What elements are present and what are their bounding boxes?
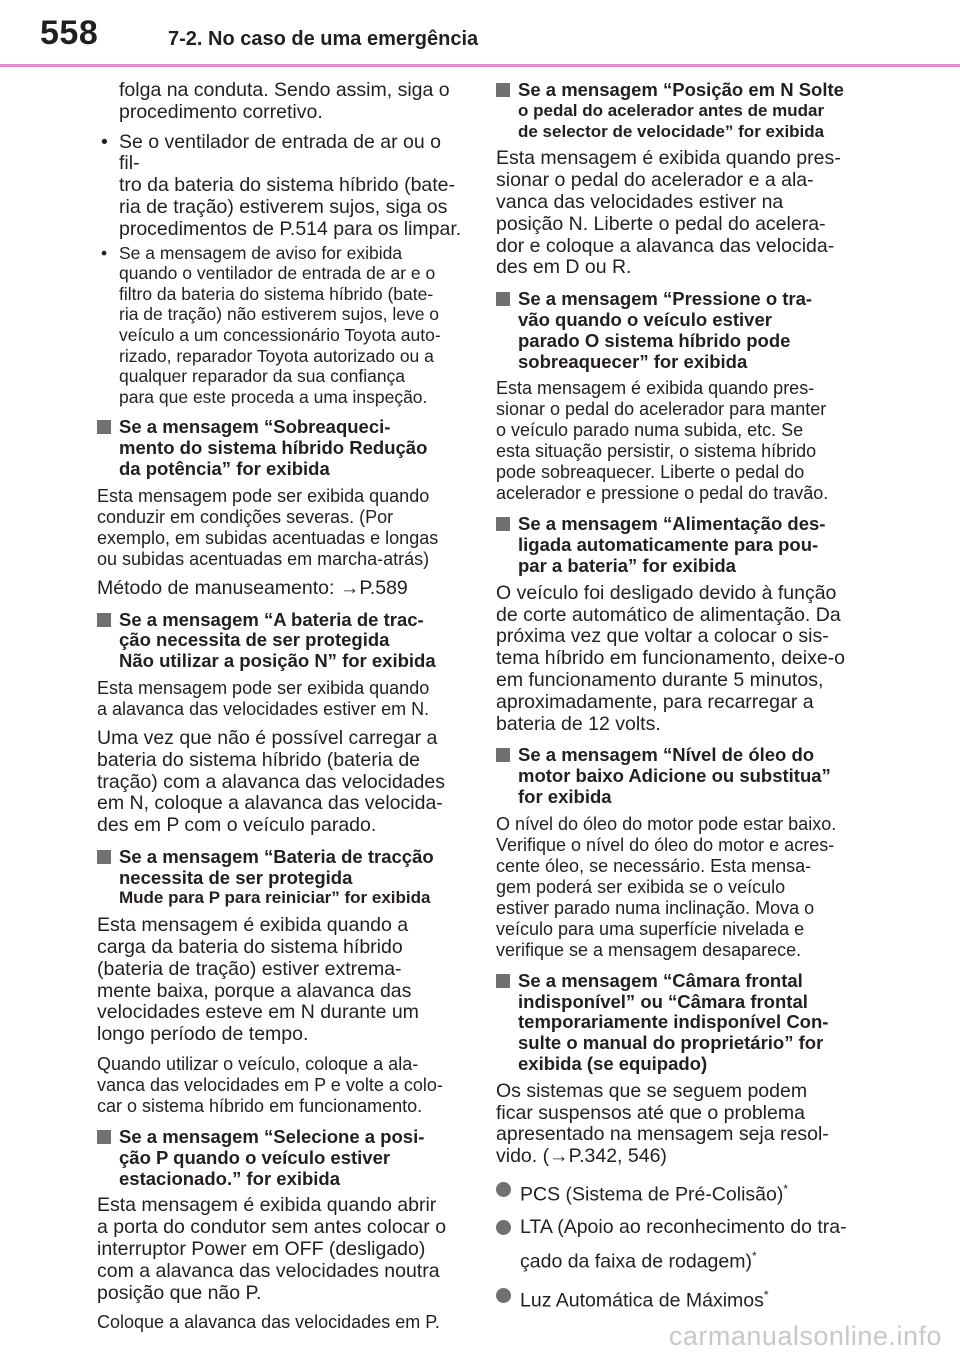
text-line: aproximadamente, para recarregar a	[496, 690, 814, 713]
text-line: pode sobreaquecer. Liberte o pedal do	[496, 462, 805, 483]
text-line: vanca das velocidades estiver na	[496, 190, 784, 213]
bullet-icon: •	[101, 130, 108, 153]
text-line: veículo para uma superfície nivelada e	[496, 918, 805, 939]
text-line: folga na conduta. Sendo assim, siga o	[119, 79, 450, 101]
circle-marker-icon	[496, 1182, 511, 1197]
square-marker-icon	[97, 420, 111, 434]
text-line: conduzir em condições severas. (Por	[97, 506, 394, 527]
text-line: O veículo foi desligado devido à função	[496, 581, 837, 604]
text-line: O nível do óleo do motor pode estar baixo.	[496, 813, 837, 834]
list-item	[496, 1284, 866, 1313]
bullet-icon: •	[101, 242, 108, 263]
text-line: bateria de 12 volts.	[496, 712, 661, 735]
text-line: tema híbrido em funcionamento, deixe-o	[496, 647, 846, 670]
text-line: de corte automático de alimentação. Da	[496, 603, 841, 626]
text-line: tro da bateria do sistema híbrido (bate-	[119, 174, 456, 197]
body-text	[97, 915, 465, 1046]
list-item-text: çado da faixa de rodagem)	[520, 1250, 752, 1273]
heading-line: vão quando o veículo estiver	[518, 308, 772, 330]
body-text	[97, 728, 465, 837]
text-line: sionar o pedal do acelerador e a ala-	[496, 169, 814, 192]
text-line: gem poderá ser exibida se o veículo	[496, 876, 786, 897]
text-line: em N, coloque a alavanca das velocida-	[97, 792, 443, 815]
heading-line: de selector de velocidade” for exibida	[518, 121, 825, 141]
heading-line: ção P quando o veículo estiver	[119, 1146, 391, 1168]
section-heading	[97, 1127, 465, 1189]
section-heading	[496, 971, 866, 1075]
text-line: Esta mensagem é exibida quando pres-	[496, 147, 841, 170]
text-line: Esta mensagem pode ser exibida quando	[97, 677, 430, 698]
section-heading	[496, 514, 866, 576]
header-rule	[0, 64, 960, 67]
text-line: veículo a um concessionário Toyota auto-	[119, 324, 441, 345]
heading-line: motor baixo Adicione ou substitua”	[518, 765, 831, 787]
heading-line: temporariamente indisponível Con-	[518, 1011, 829, 1033]
footnote-mark: *	[751, 1249, 757, 1264]
heading-line: par a bateria” for exibida	[518, 554, 736, 576]
body-text	[496, 1081, 866, 1168]
heading-line: Se a mensagem “Câmara frontal	[518, 969, 803, 991]
text-line: quando o ventilador de entrada de ar e o	[119, 263, 436, 284]
cross-reference: Método de manuseamento: →P.589	[97, 576, 408, 599]
bullet-item	[97, 243, 465, 408]
right-column	[496, 80, 866, 1318]
list-item	[496, 1216, 866, 1274]
section-heading	[97, 610, 465, 672]
page-header	[0, 0, 960, 66]
text-line: Se a mensagem de aviso for exibida	[119, 242, 403, 263]
section-heading	[496, 745, 866, 807]
heading-line: Se a mensagem “Alimentação des-	[518, 513, 826, 535]
square-marker-icon	[496, 292, 510, 306]
text-line: procedimento corretivo.	[119, 100, 323, 123]
body-text	[496, 148, 866, 279]
body-text	[496, 583, 866, 736]
heading-line: Se a mensagem “Bateria de tracção	[119, 845, 434, 867]
text-line: filtro da bateria do sistema híbrido (bate-	[119, 283, 434, 304]
square-marker-icon	[97, 850, 111, 864]
text-line: a alavanca das velocidades estiver em N.	[97, 698, 430, 719]
text-line: apresentado na mensagem seja resol-	[496, 1123, 829, 1146]
heading-line: o pedal do acelerador antes de mudar	[518, 100, 825, 120]
text-line: velocidades esteve em N durante um	[97, 1001, 419, 1024]
text-line: tração) com a alavanca das velocidades	[97, 770, 445, 793]
page-number: 558	[40, 14, 99, 52]
body-text	[97, 1054, 465, 1117]
footnote-mark: *	[763, 1287, 769, 1302]
body-text	[496, 378, 866, 504]
square-marker-icon	[496, 517, 510, 531]
section-heading	[496, 289, 866, 372]
bullet-item	[97, 132, 465, 241]
text-line: ficar suspensos até que o problema	[496, 1101, 805, 1124]
square-marker-icon	[496, 974, 510, 988]
heading-line: da potência” for exibida	[119, 457, 330, 479]
body-text	[97, 486, 465, 570]
text-line: estiver parado numa inclinação. Mova o	[496, 897, 815, 918]
text-line: carga da bateria do sistema híbrido	[97, 936, 403, 959]
section-heading	[97, 417, 465, 479]
list-item-text: LTA (Apoio ao reconhecimento do tra-	[520, 1216, 847, 1239]
text-line: em funcionamento durante 5 minutos,	[496, 668, 824, 691]
text-line: bateria do sistema híbrido (bateria de	[97, 748, 421, 771]
heading-line: Mude para P para reiniciar” for exibida	[119, 888, 431, 908]
body-text: Coloque a alavanca das velocidades em P.	[97, 1312, 440, 1333]
text-line: Os sistemas que se seguem podem	[496, 1079, 808, 1102]
text-line: próxima vez que voltar a colocar o sis-	[496, 625, 829, 648]
text-line: des em D ou R.	[496, 256, 632, 279]
section-heading	[97, 847, 465, 909]
text-line: qualquer reparador da sua confiança	[119, 366, 406, 387]
text-line: ria de tração) não estiverem sujos, leve o	[119, 304, 440, 325]
text-line: Se o ventilador de entrada de ar ou o fil-	[119, 130, 441, 175]
heading-line: exibida (se equipado)	[518, 1052, 708, 1074]
text-line: procedimentos de P.514 para os limpar.	[119, 217, 462, 240]
text-line: interruptor Power em OFF (desligado)	[97, 1238, 426, 1261]
left-column	[97, 80, 465, 1341]
heading-line: parado O sistema híbrido pode	[518, 329, 791, 351]
text-line: (bateria de tração) estiver extrema-	[97, 957, 402, 980]
text-line: cente óleo, se necessário. Esta mensa-	[496, 855, 812, 876]
text-line: rizado, reparador Toyota autorizado ou a	[119, 345, 434, 366]
text-line: mente baixa, porque a alavanca das	[97, 979, 412, 1002]
text-line: Esta mensagem é exibida quando a	[97, 914, 409, 937]
list-item-text: PCS (Sistema de Pré-Colisão)	[520, 1183, 784, 1206]
circle-marker-icon	[496, 1220, 511, 1235]
heading-line: mento do sistema híbrido Redução	[119, 437, 428, 459]
heading-line: Se a mensagem “Posição em N Solte	[518, 79, 844, 100]
list-item	[496, 1178, 866, 1207]
square-marker-icon	[496, 83, 510, 97]
watermark: carmanualsonline.info	[668, 1321, 942, 1351]
square-marker-icon	[97, 1130, 111, 1144]
heading-line: for exibida	[518, 785, 612, 807]
text-line: Esta mensagem é exibida quando abrir	[97, 1194, 437, 1217]
heading-line: ção necessita de ser protegida	[119, 629, 390, 651]
heading-line: Se a mensagem “Nível de óleo do	[518, 744, 815, 766]
body-text	[496, 814, 866, 961]
text-line: vido. (→P.342, 546)	[496, 1145, 667, 1168]
heading-line: ligada automaticamente para pou-	[518, 534, 819, 556]
text-line: vanca das velocidades em P e volte a colo-	[97, 1075, 443, 1096]
square-marker-icon	[97, 613, 111, 627]
text-line: dor e coloque a alavanca das velocida-	[496, 234, 835, 257]
list-item-text: Luz Automática de Máximos	[520, 1289, 764, 1312]
text-line: ou subidas acentuadas em marcha-atrás)	[97, 548, 430, 569]
text-line: Uma vez que não é possível carregar a	[97, 726, 438, 749]
text-line: acelerador e pressione o pedal do travão.	[496, 483, 829, 504]
body-text	[97, 1195, 465, 1304]
heading-line: sulte o manual do proprietário” for	[518, 1032, 824, 1054]
intro-text	[97, 80, 465, 124]
text-line: o veículo parado numa subida, etc. Se	[496, 420, 804, 441]
text-line: com a alavanca das velocidades noutra	[97, 1259, 440, 1282]
heading-line: Não utilizar a posição N” for exibida	[119, 650, 436, 672]
heading-line: Se a mensagem “Sobreaqueci-	[119, 416, 391, 438]
text-line: des em P com o veículo parado.	[97, 814, 377, 837]
text-line: exemplo, em subidas acentuadas e longas	[97, 527, 439, 548]
text-line: a porta do condutor sem antes colocar o	[97, 1216, 447, 1239]
heading-line: Se a mensagem “Selecione a posi-	[119, 1126, 425, 1148]
text-line: Verifique o nível do óleo do motor e acres-	[496, 834, 835, 855]
text-line: sionar o pedal do acelerador para manter	[496, 399, 827, 420]
text-line: car o sistema híbrido em funcionamento.	[97, 1096, 423, 1117]
text-line: esta situação persistir, o sistema híbrido	[496, 441, 817, 462]
text-line: posição N. Liberte o pedal do acelera-	[496, 212, 826, 235]
section-title: 7-2. No caso de uma emergência	[168, 28, 479, 50]
text-line: ria de tração) estiverem sujos, siga os	[119, 195, 448, 218]
text-line: Esta mensagem pode ser exibida quando	[97, 485, 430, 506]
text-line: para que este proceda a uma inspeção.	[119, 386, 428, 407]
text-line: longo período de tempo.	[97, 1023, 309, 1046]
heading-line: estacionado.” for exibida	[119, 1167, 341, 1189]
footnote-mark: *	[783, 1181, 789, 1196]
text-line: Esta mensagem é exibida quando pres-	[496, 378, 815, 399]
body-text	[97, 678, 465, 720]
circle-marker-icon	[496, 1288, 511, 1303]
heading-line: indisponível” ou “Câmara frontal	[518, 990, 808, 1012]
text-line: verifique se a mensagem desaparece.	[496, 939, 802, 960]
heading-line: Se a mensagem “A bateria de trac-	[119, 608, 424, 630]
square-marker-icon	[496, 748, 510, 762]
heading-line: sobreaquecer” for exibida	[518, 350, 748, 372]
text-line: Quando utilizar o veículo, coloque a ala-	[97, 1054, 419, 1075]
section-heading	[496, 80, 866, 142]
heading-line: Se a mensagem “Pressione o tra-	[518, 288, 813, 310]
heading-line: necessita de ser protegida	[119, 866, 353, 888]
text-line: posição que não P.	[97, 1281, 262, 1304]
